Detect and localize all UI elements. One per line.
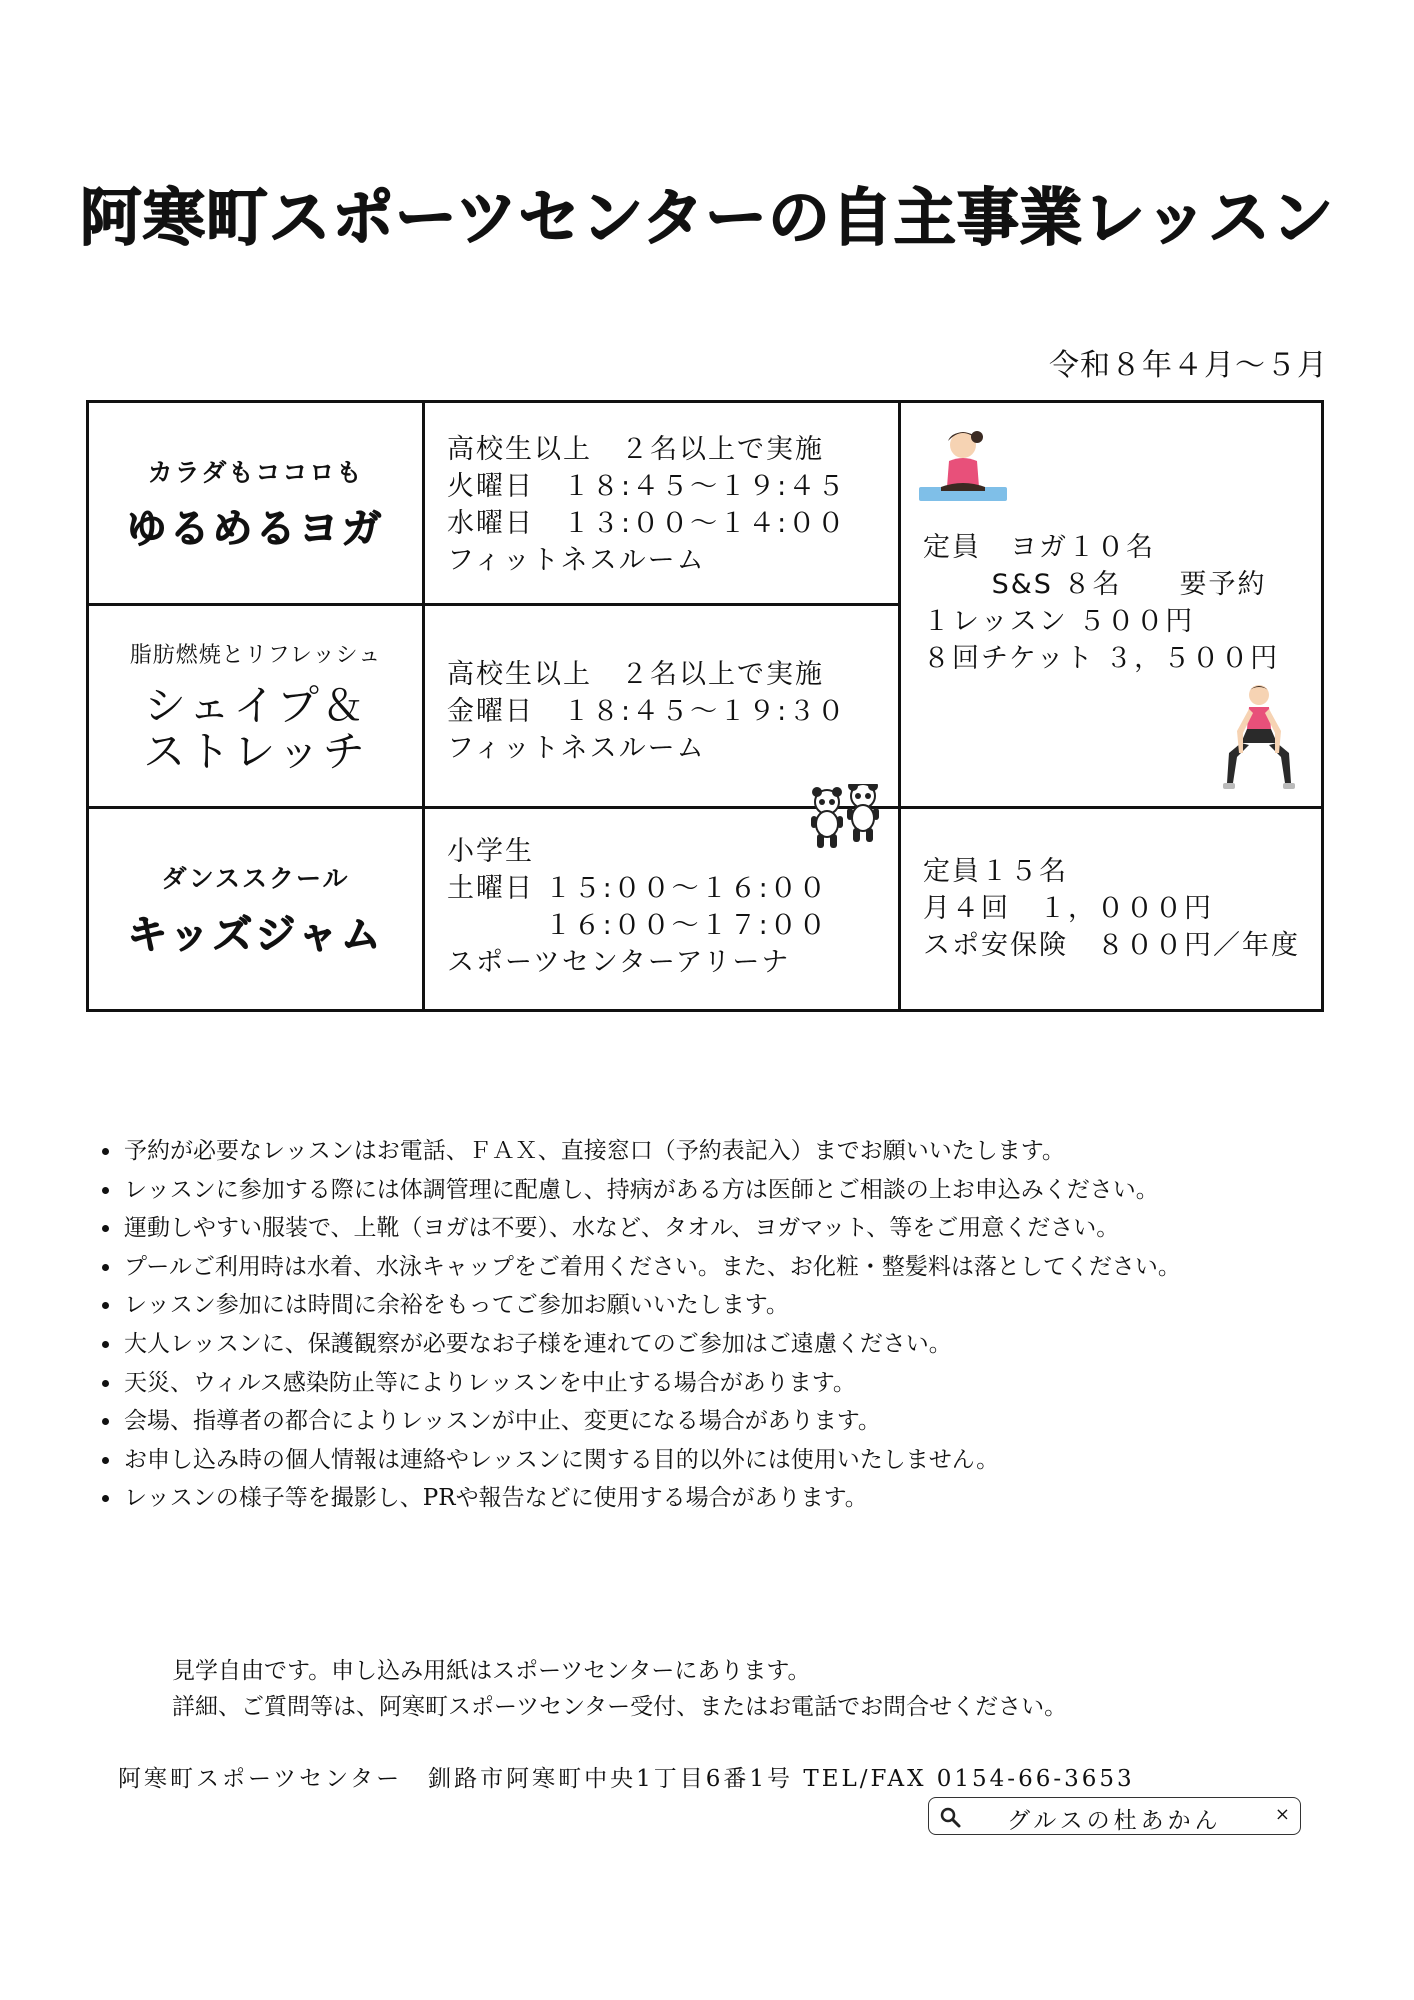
page-title: 阿寒町スポーツセンターの自主事業レッスン — [79, 181, 1335, 254]
list-item: • 予約が必要なレッスンはお電話、ＦＡＸ、直接窓口（予約表記入）までお願いいたします。 — [122, 1132, 1181, 1171]
lesson-schedule-cell — [424, 402, 900, 605]
lesson-name-cell — [88, 402, 424, 605]
yoga-woman-illustration — [915, 425, 1015, 509]
schedule-line: 火曜日 １８:４５～１９:４５ — [447, 471, 847, 502]
lesson-name-line2: ストレッチ — [143, 726, 368, 776]
schedule-line: 土曜日 １５:００～１６:００ — [447, 873, 828, 904]
notes-list — [92, 1132, 1181, 1518]
lesson-schedule-cell — [424, 808, 900, 1011]
schedule-line: 高校生以上 ２名以上で実施 — [447, 659, 824, 690]
list-item: • お申し込み時の個人情報は連絡やレッスンに関する目的以外には使用いたしません。 — [122, 1441, 1181, 1480]
footer-address: 阿寒町スポーツセンター 釧路市阿寒町中央1丁目6番1号 TEL/FAX 0154-66-3653 — [118, 1766, 1135, 1792]
visit-note: 見学自由です。申し込み用紙はスポーツセンターにあります。 — [172, 1658, 811, 1684]
info-line: 定員 ヨガ１０名 — [923, 532, 1155, 563]
lesson-row-kids-jam — [88, 808, 1323, 1011]
close-icon[interactable]: × — [1274, 1804, 1290, 1825]
info-line: 月４回 １，０００円 — [923, 893, 1213, 924]
date-range: 令和８年４月～５月 — [1049, 348, 1328, 383]
schedule-lines — [425, 606, 898, 767]
lesson-name-line1: シェイプ＆ — [144, 680, 367, 730]
schedule-line: 金曜日 １８:４５～１９:３０ — [447, 696, 847, 727]
schedule-lines — [425, 809, 898, 981]
lesson-name-cell — [88, 605, 424, 808]
schedule-line: フィットネスルーム — [447, 545, 706, 576]
search-box[interactable] — [928, 1797, 1301, 1835]
lesson-row-yoga — [88, 402, 1323, 605]
list-item: • 天災、ウィルス感染防止等によりレッスンを中止する場合があります。 — [122, 1364, 1181, 1403]
schedule-line: 小学生 — [447, 836, 534, 867]
lesson-name: キッズジャム — [127, 911, 384, 958]
squatting-woman-illustration — [1219, 683, 1299, 795]
list-item: • 会場、指導者の都合によりレッスンが中止、変更になる場合があります。 — [122, 1402, 1181, 1441]
info-line: １レッスン ５００円 — [923, 606, 1195, 637]
list-item: • 運動しやすい服装で、上靴（ヨガは不要）、水など、タオル、ヨガマット、等をご用意ください。 — [122, 1209, 1181, 1248]
list-item: • プールご利用時は水着、水泳キャップをご着用ください。また、お化粧・整髪料は落としてください。 — [122, 1248, 1181, 1287]
schedule-line: 高校生以上 ２名以上で実施 — [447, 434, 824, 465]
list-item: • レッスンの様子等を撮影し、PRや報告などに使用する場合があります。 — [122, 1479, 1181, 1518]
lesson-name: ゆるめるヨガ — [126, 505, 385, 552]
info-lines — [901, 809, 1321, 964]
list-item: • レッスンに参加する際には体調管理に配慮し、持病がある方は医師とご相談の上お申込みください。 — [122, 1171, 1181, 1210]
lesson-table — [86, 400, 1324, 1012]
lesson-subtitle: カラダもココロも — [147, 457, 364, 487]
info-line: スポ安保険 ８００円／年度 — [923, 930, 1300, 961]
schedule-line: １６:００～１７:００ — [447, 910, 828, 941]
schedule-line: スポーツセンターアリーナ — [447, 947, 791, 978]
yoga-stretch-info-cell — [900, 402, 1323, 808]
list-item: • 大人レッスンに、保護観察が必要なお子様を連れてのご参加はご遠慮ください。 — [122, 1325, 1181, 1364]
kids-info-cell — [900, 808, 1323, 1011]
list-item: • レッスン参加には時間に余裕をもってご参加お願いいたします。 — [122, 1286, 1181, 1325]
schedule-line: 水曜日 １３:００～１４:００ — [447, 508, 847, 539]
lesson-name-cell — [88, 808, 424, 1011]
search-input[interactable]: グルスの杜あかん — [1007, 1808, 1222, 1834]
contact-note: 詳細、ご質問等は、阿寒町スポーツセンター受付、またはお電話でお問合せください。 — [172, 1694, 1068, 1720]
lesson-schedule-cell — [424, 605, 900, 808]
info-line: S&S ８名 要予約 — [923, 569, 1267, 600]
search-icon — [939, 1806, 961, 1828]
info-line: ８回チケット ３，５００円 — [923, 643, 1280, 674]
schedule-lines — [425, 403, 898, 579]
lesson-subtitle: 脂肪燃焼とリフレッシュ — [129, 642, 382, 668]
info-line: 定員１５名 — [923, 856, 1068, 887]
schedule-line: フィットネスルーム — [447, 733, 706, 764]
lesson-subtitle: ダンススクール — [161, 863, 350, 893]
